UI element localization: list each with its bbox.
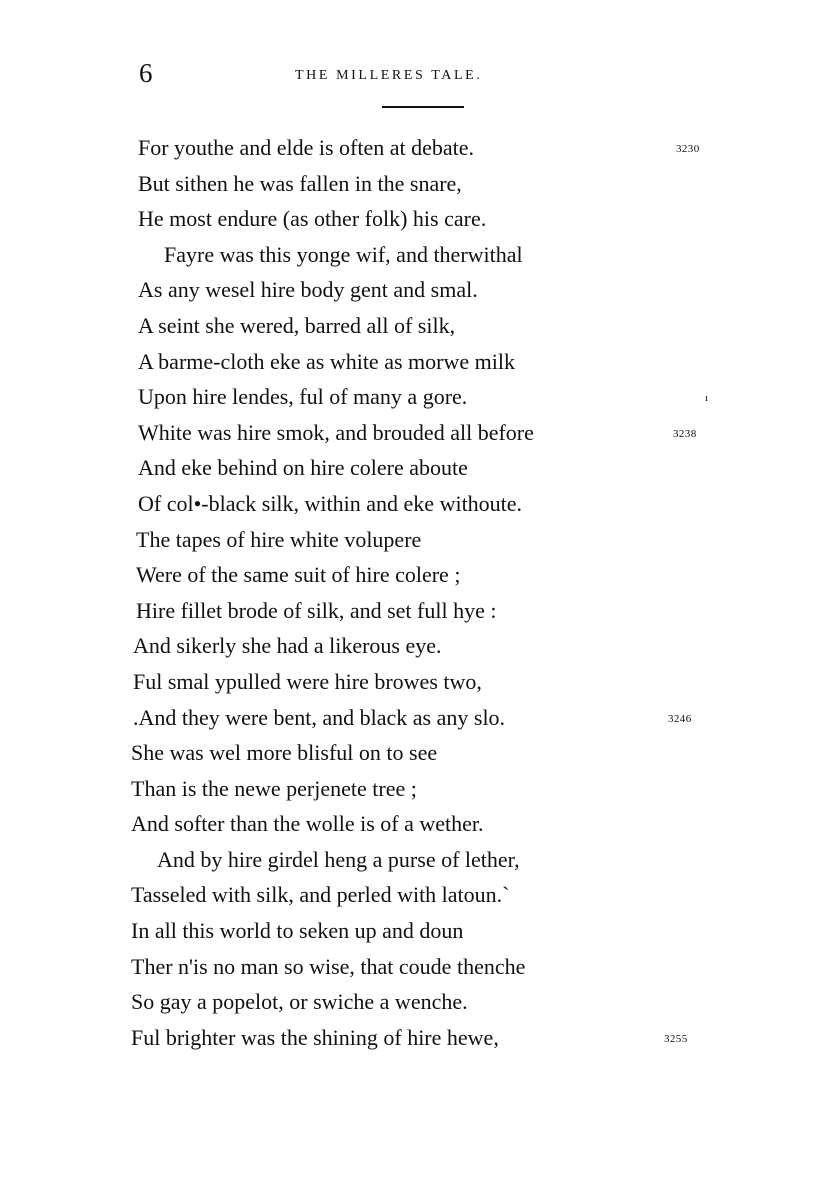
verse-line [0, 237, 840, 273]
verse-text: As any wesel hire body gent and smal. [138, 277, 478, 303]
verse-line [0, 450, 840, 486]
verse-line [0, 877, 840, 913]
line-number: 3230 [676, 143, 700, 155]
verse-line [0, 166, 840, 202]
verse-line [0, 1020, 840, 1056]
verse-line [0, 557, 840, 593]
verse-text: And by hire girdel heng a purse of lether, [157, 846, 520, 872]
verse-line [0, 201, 840, 237]
verse-text: So gay a popelot, or swiche a wenche. [131, 989, 468, 1015]
verse-text: Tasseled with silk, and perled with latoun.` [131, 882, 510, 908]
verse-line [0, 344, 840, 380]
verse-text: But sithen he was fallen in the snare, [138, 170, 462, 196]
verse-text: In all this world to seken up and doun [131, 918, 464, 944]
verse-line [0, 522, 840, 558]
verse-line [0, 415, 840, 451]
verse-line [0, 949, 840, 985]
verse-line [0, 842, 840, 878]
line-number: 3255 [664, 1032, 688, 1045]
verse-line [0, 913, 840, 949]
verse-text: Ther n'is no man so wise, that coude thenche [131, 953, 526, 979]
verse-line [0, 308, 840, 344]
header-rule [382, 106, 464, 108]
verse-text: Were of the same suit of hire colere ; [136, 562, 461, 588]
verse-text: Ful smal ypulled were hire browes two, [133, 668, 482, 694]
verse-block [0, 130, 840, 1055]
verse-text: Ful brighter was the shining of hire hewe, [131, 1024, 499, 1050]
verse-text: She was wel more blisful on to see [131, 740, 438, 766]
verse-line [0, 735, 840, 771]
verse-text: .And they were bent, and black as any slo. [133, 704, 506, 730]
verse-text: He most endure (as other folk) his care. [138, 206, 487, 232]
page-number: 6 [139, 58, 153, 88]
verse-text: The tapes of hire white volupere [136, 526, 422, 552]
verse-line [0, 379, 840, 415]
verse-text: Than is the newe perjenete tree ; [131, 775, 417, 801]
verse-line [0, 771, 840, 807]
verse-line [0, 700, 840, 736]
verse-text: And softer than the wolle is of a wether. [131, 811, 484, 837]
verse-text: White was hire smok, and brouded all before [138, 419, 534, 445]
verse-text: And eke behind on hire colere aboute [138, 455, 468, 481]
verse-line [0, 664, 840, 700]
verse-line [0, 984, 840, 1020]
line-number: 3246 [668, 712, 692, 725]
verse-text: Hire fillet brode of silk, and set full hye : [136, 597, 497, 623]
verse-line [0, 628, 840, 664]
verse-line [0, 130, 840, 166]
verse-line [0, 806, 840, 842]
verse-line [0, 486, 840, 522]
verse-text: Fayre was this yonge wif, and therwithal [164, 241, 523, 267]
verse-text: Of col•-black silk, within and eke withoute. [138, 490, 523, 516]
verse-text: For youthe and elde is often at debate. [138, 135, 475, 160]
verse-text: A seint she wered, barred all of silk, [138, 312, 456, 338]
line-number: 3238 [673, 427, 697, 440]
margin-mark: ı [705, 392, 709, 405]
verse-line [0, 593, 840, 629]
verse-text: A barme-cloth eke as white as morwe milk [138, 348, 515, 374]
verse-text: Upon hire lendes, ful of many a gore. [138, 384, 468, 410]
verse-text: And sikerly she had a likerous eye. [133, 633, 442, 659]
running-title: THE MILLERES TALE. [295, 68, 483, 83]
verse-line [0, 272, 840, 308]
